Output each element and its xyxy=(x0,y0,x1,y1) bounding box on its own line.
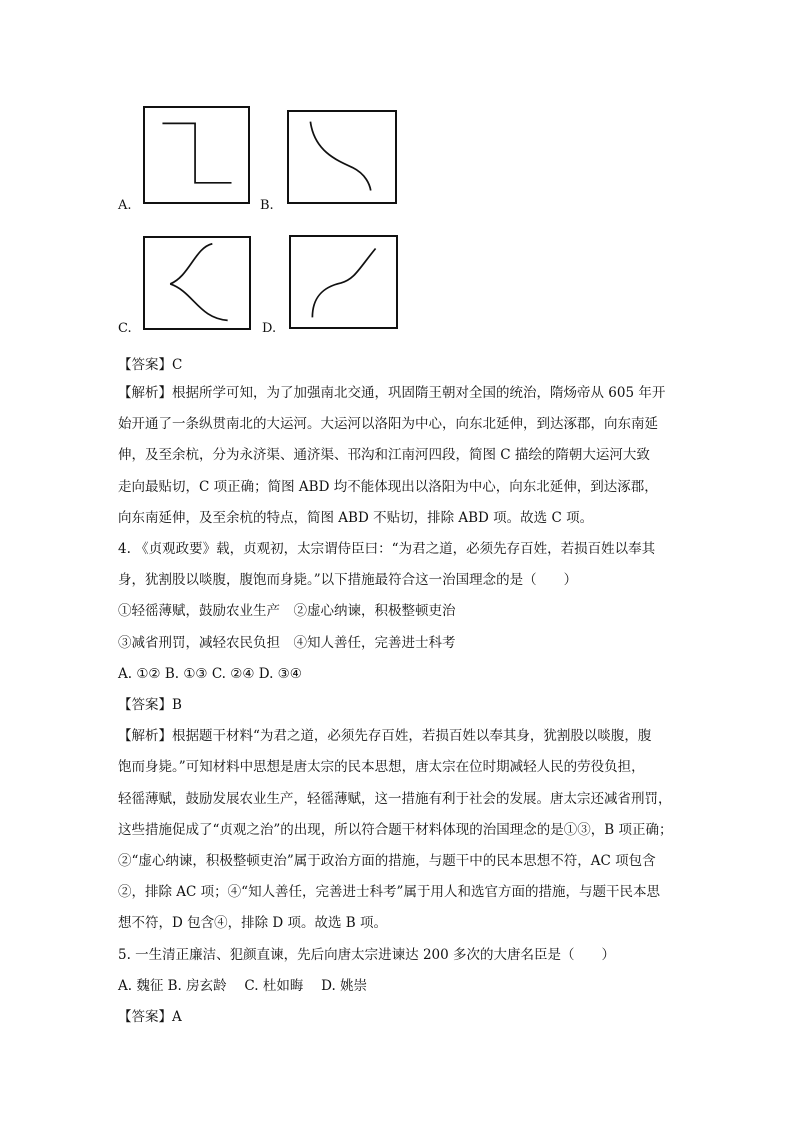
figure-c-map xyxy=(143,236,251,330)
figure-d-map xyxy=(289,235,398,329)
q4-analysis-line: ②，排除 AC 项；④“知人善任，完善进士科考”属于用人和选官方面的措施，与题干民本思 xyxy=(118,884,660,901)
figure-a-canal-path xyxy=(145,108,248,202)
q3-analysis-line: 伸，及至余杭，分为永济渠、通济渠、邗沟和江南河四段，简图 C 描绘的隋朝大运河大致 xyxy=(118,447,650,464)
figure-c-canal-path xyxy=(145,238,249,328)
q4-statement: ③减省刑罚，减轻农民负担 ④知人善任，完善进士科考 xyxy=(118,634,456,651)
q4-analysis-line: 【解析】根据题干材料“为君之道，必须先存百姓，若损百姓以奉其身，犹割股以啖腹，腹 xyxy=(118,728,652,745)
q4-stem-line: 身，犹割股以啖腹，腹饱而身毙。”以下措施最符合这一治国理念的是（ ） xyxy=(118,572,578,589)
figure-a-map xyxy=(143,106,250,204)
q3-analysis-line: 始开通了一条纵贯南北的大运河。大运河以洛阳为中心，向东北延伸，到达涿郡，向东南延 xyxy=(118,416,658,433)
q3-answer: 【答案】C xyxy=(118,357,183,373)
q4-options: A. ①② B. ①③ C. ②④ D. ③④ xyxy=(118,665,302,682)
q3-analysis xyxy=(118,378,678,534)
figure-d-canal-path xyxy=(291,237,396,327)
figure-d-label: D. xyxy=(262,321,277,336)
q5-block xyxy=(118,940,678,1034)
figure-b-map xyxy=(287,110,397,204)
q4-analysis-line: ②“虚心纳谏，积极整顿吏治”属于政治方面的措施，与题干中的民本思想不符，AC 项包含 xyxy=(118,852,656,869)
figure-a-label: A. xyxy=(118,198,132,213)
q3-analysis-line: 【解析】根据所学可知，为了加强南北交通，巩固隋王朝对全国的统治，隋炀帝从 605 年开 xyxy=(118,385,666,401)
q4-analysis-line: 轻徭薄赋，鼓励发展农业生产，轻徭薄赋，这一措施有利于社会的发展。唐太宗还减省刑罚， xyxy=(118,790,672,807)
q5-stem: 5. 一生清正廉洁、犯颜直谏，先后向唐太宗进谏达 200 多次的大唐名臣是（ ） xyxy=(118,947,616,963)
figure-b-label: B. xyxy=(260,198,274,213)
figure-b-canal-path xyxy=(289,112,395,202)
q3-analysis-line: 走向最贴切，C 项正确；简图 ABD 均不能体现出以洛阳为中心，向东北延伸，到达涿郡， xyxy=(118,478,658,495)
q5-answer: 【答案】A xyxy=(118,1009,182,1026)
q4-block xyxy=(118,534,678,939)
q3-analysis-line: 向东南延伸，及至余杭的特点，简图 ABD 不贴切，排除 ABD 项。故选 C 项。 xyxy=(118,509,594,526)
q4-analysis-line: 想不符，D 包含④，排除 D 项。故选 B 项。 xyxy=(118,915,388,932)
q4-stem-line: 4. 《贞观政要》载，贞观初，太宗谓侍臣曰：“为君之道，必须先存百姓，若损百姓以奉其 xyxy=(118,541,656,557)
q4-analysis-line: 饱而身毙。”可知材料中思想是唐太宗的民本思想，唐太宗在位时期减轻人民的劳役负担， xyxy=(118,759,645,776)
q5-options: A. 魏征 B. 房玄龄 C. 杜如晦 D. 姚崇 xyxy=(118,978,368,995)
q4-answer: 【答案】B xyxy=(118,696,182,713)
q4-analysis-line: 这些措施促成了“贞观之治”的出现，所以符合题干材料体现的治国理念的是①③，B 项正确； xyxy=(118,821,673,838)
q4-statement: ①轻徭薄赋，鼓励农业生产 ②虚心纳谏，积极整顿吏治 xyxy=(118,603,456,620)
figure-c-label: C. xyxy=(118,321,132,336)
